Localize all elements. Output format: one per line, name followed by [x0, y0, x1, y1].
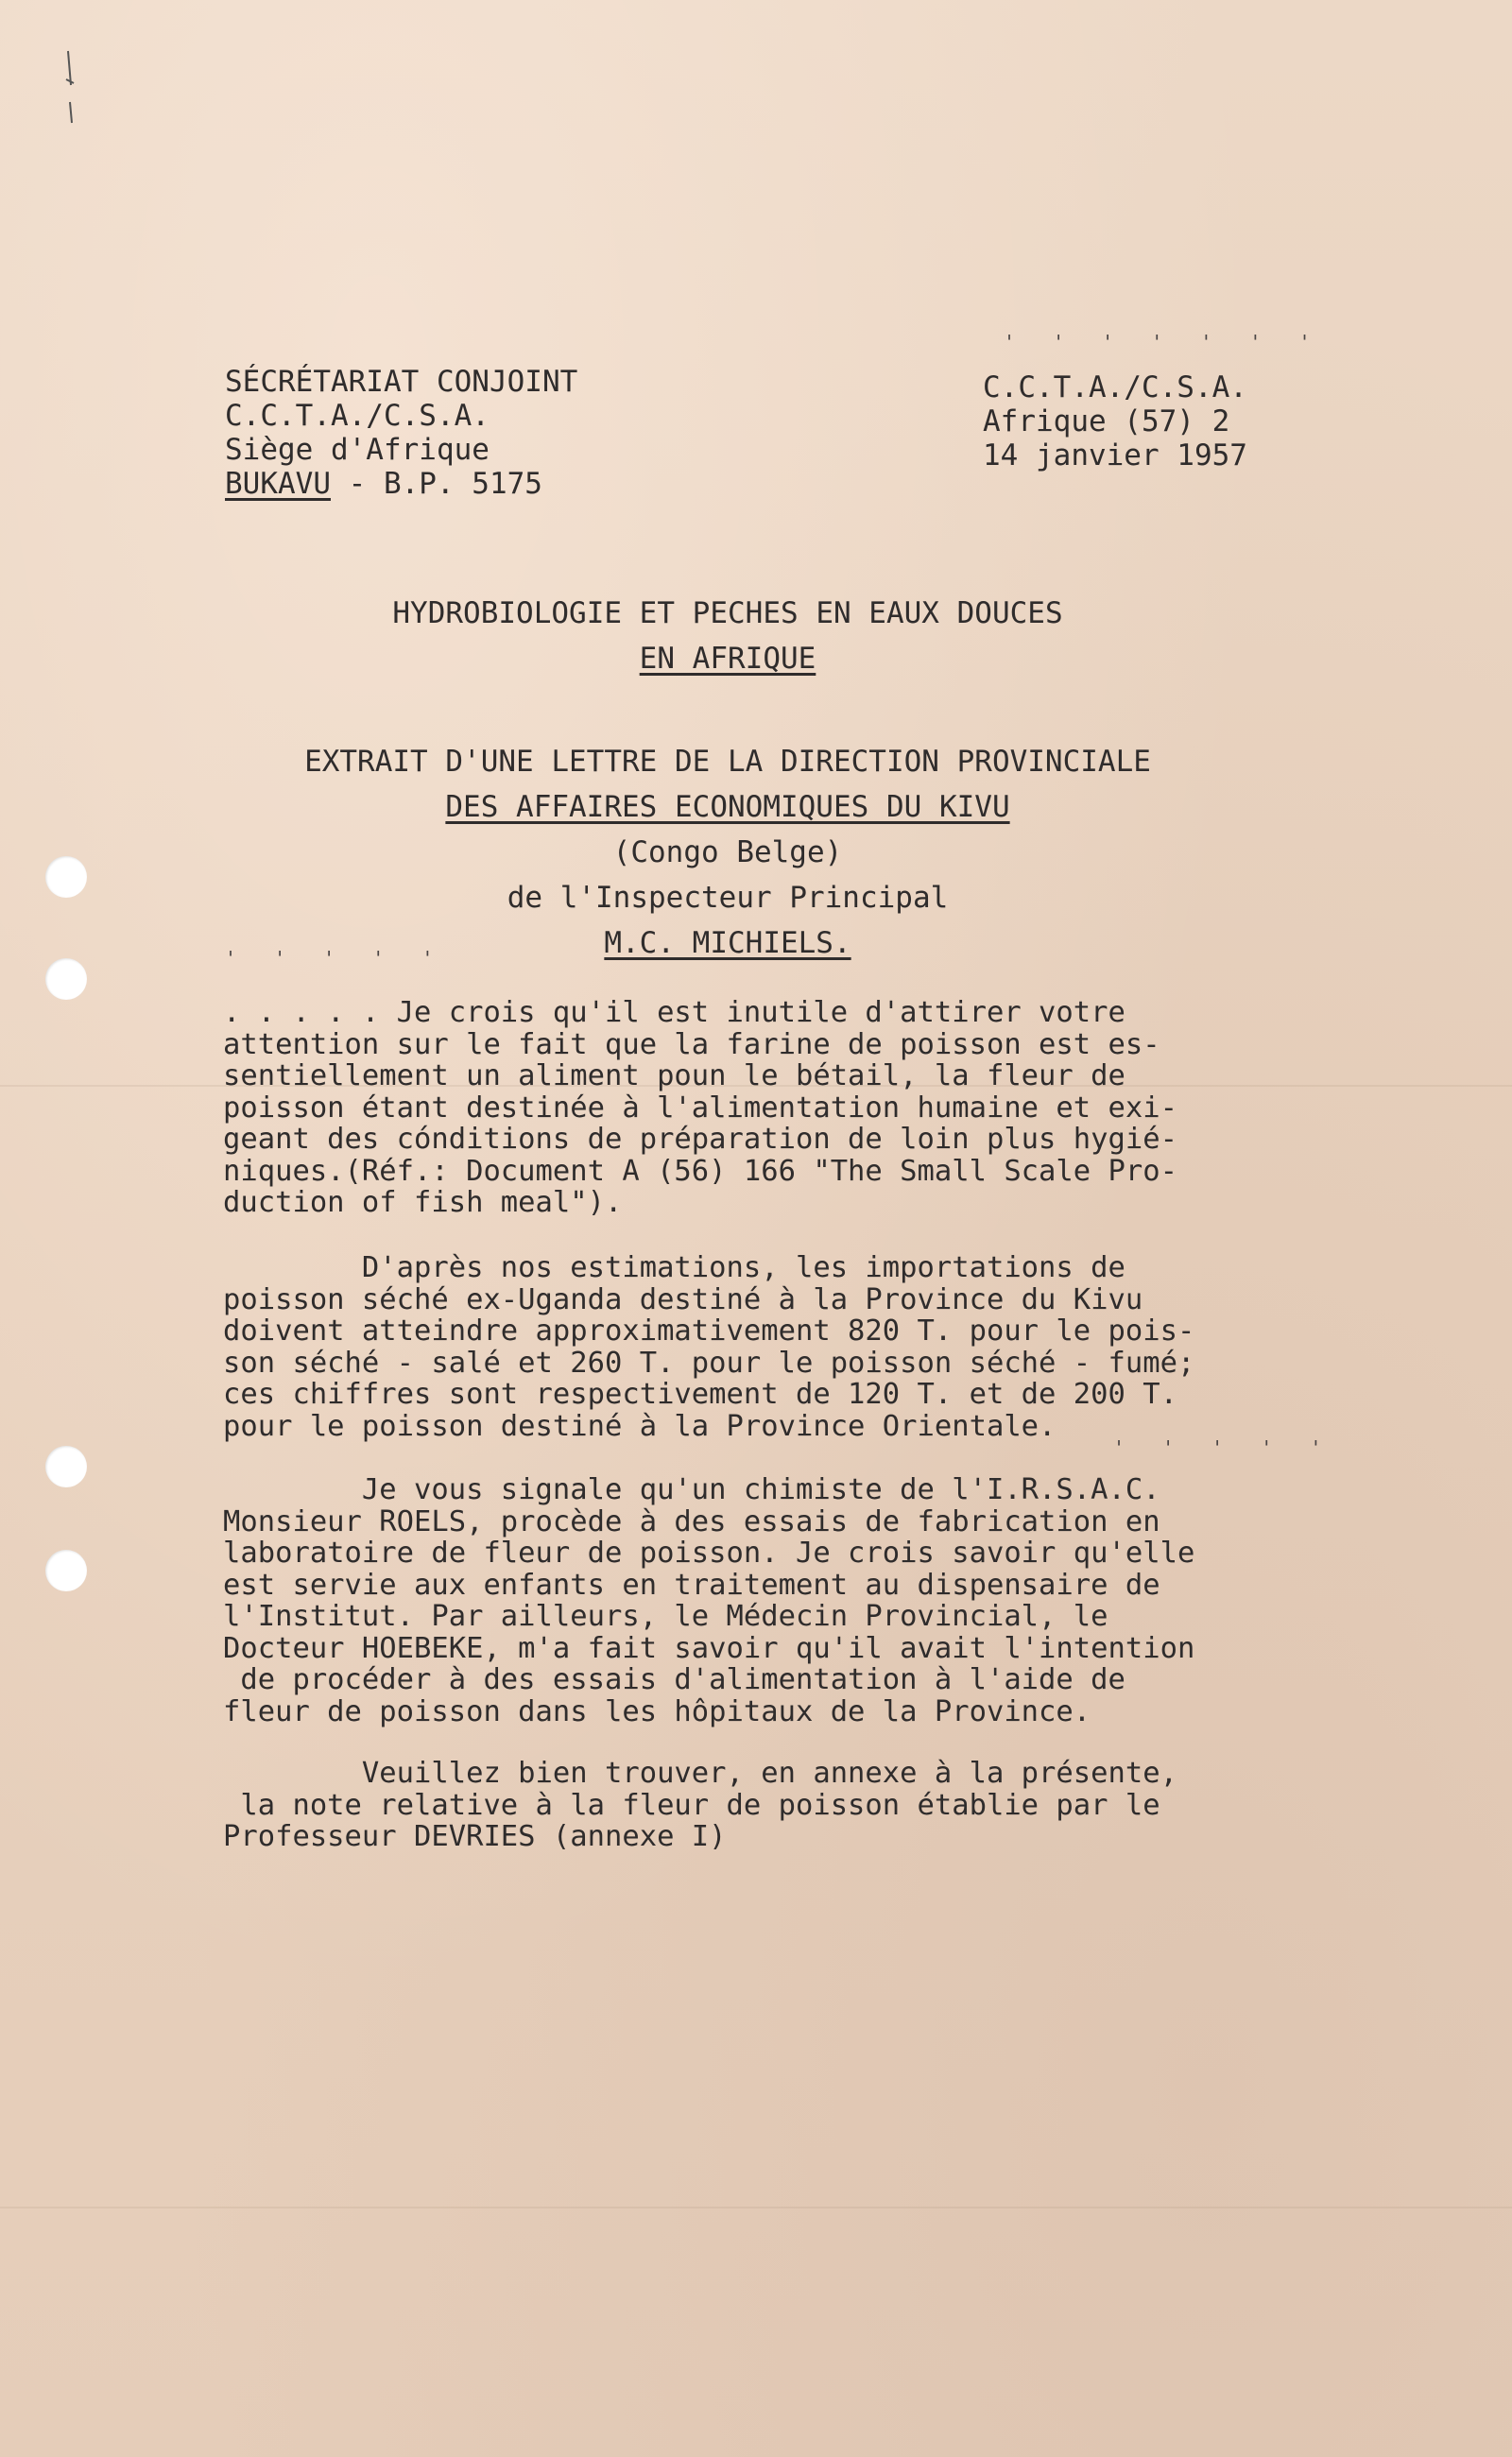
- paragraph-line: Veuillez bien trouver, en annexe à la présente,: [223, 1757, 1177, 1790]
- paragraph-line: pour le poisson destiné à la Province Orientale.: [223, 1409, 1057, 1443]
- sender-line: SÉCRÉTARIAT CONJOINT: [225, 365, 578, 399]
- paragraph-line: Professeur DEVRIES (annexe I): [223, 1820, 727, 1853]
- paragraph-line: fleur de poisson dans les hôpitaux de la Province.: [223, 1694, 1091, 1728]
- typewriter-marks: ' ' ' ' ' ' ': [1004, 331, 1324, 353]
- document-title: [0, 591, 1455, 681]
- document-subtitle: [0, 739, 1455, 966]
- pencil-mark-icon: [62, 47, 76, 132]
- paragraph-line: de procéder à des essais d'alimentation à l'aide de: [223, 1663, 1125, 1696]
- title-line: EN AFRIQUE: [639, 642, 816, 676]
- sender-block: [225, 365, 577, 501]
- paragraph: [223, 1474, 1194, 1727]
- sender-city: BUKAVU: [225, 467, 331, 501]
- typewriter-marks: ' ' ' ' ': [1113, 1436, 1335, 1459]
- paragraph-line: niques.(Réf.: Document A (56) 166 "The Small Scale Pro-: [223, 1154, 1177, 1188]
- paragraph-line: ces chiffres sont respectivement de 120 T. et de 200 T.: [223, 1378, 1177, 1411]
- paragraph: [223, 1252, 1194, 1442]
- reference-line: Afrique (57) 2: [983, 404, 1230, 438]
- sender-line: C.C.T.A./C.S.A.: [225, 399, 490, 433]
- title-line: HYDROBIOLOGIE ET PECHES EN EAUX DOUCES: [392, 596, 1063, 630]
- paragraph-line: attention sur le fait que la farine de poisson est es-: [223, 1027, 1160, 1061]
- reference-line: 14 janvier 1957: [983, 438, 1247, 472]
- paragraph-line: poisson étant destinée à l'alimentation humaine et exi-: [223, 1091, 1177, 1125]
- paragraph-line: Docteur HOEBEKE, m'a fait savoir qu'il avait l'intention: [223, 1631, 1195, 1665]
- paragraph-line: D'après nos estimations, les importations de: [223, 1251, 1125, 1284]
- paragraph-line: Monsieur ROELS, procède à des essais de fabrication en: [223, 1504, 1160, 1538]
- paragraph-line: son séché - salé et 260 T. pour le poisson séché - fumé;: [223, 1346, 1195, 1380]
- subtitle-line: de l'Inspecteur Principal: [507, 881, 949, 915]
- subtitle-line: (Congo Belge): [612, 835, 843, 869]
- paper-fold: [0, 2207, 1512, 2208]
- paragraph-line: Je vous signale qu'un chimiste de l'I.R.S.A.C.: [223, 1473, 1160, 1506]
- reference-line: C.C.T.A./C.S.A.: [983, 370, 1247, 404]
- signatory-name: M.C. MICHIELS.: [604, 926, 851, 960]
- paragraph-line: est servie aux enfants en traitement au dispensaire de: [223, 1568, 1160, 1602]
- typewriter-marks: ' ' ' ' ': [225, 947, 447, 970]
- paragraph-line: l'Institut. Par ailleurs, le Médecin Provincial, le: [223, 1600, 1108, 1633]
- paragraph-line: doivent atteindre approximativement 820 T. pour le pois-: [223, 1314, 1195, 1348]
- punch-hole: [45, 1550, 87, 1591]
- subtitle-line: DES AFFAIRES ECONOMIQUES DU KIVU: [445, 790, 1010, 824]
- paragraph-line: duction of fish meal").: [223, 1186, 623, 1219]
- paragraph-line: geant des cónditions de préparation de loin plus hygié-: [223, 1123, 1177, 1156]
- paragraph-line: sentiellement un aliment poun le bétail, la fleur de: [223, 1059, 1125, 1092]
- sender-line: Siège d'Afrique: [225, 433, 490, 467]
- paragraph-line: . . . . . Je crois qu'il est inutile d'attirer votre: [223, 996, 1125, 1029]
- paragraph: [223, 1758, 1177, 1853]
- paragraph-line: poisson séché ex-Uganda destiné à la Province du Kivu: [223, 1282, 1143, 1316]
- punch-hole: [45, 1446, 87, 1487]
- paragraph-line: la note relative à la fleur de poisson établie par le: [223, 1788, 1160, 1822]
- reference-block: [983, 370, 1247, 472]
- paragraph: [223, 997, 1177, 1219]
- sender-address: [225, 467, 577, 501]
- sender-postbox: - B.P. 5175: [330, 467, 542, 501]
- subtitle-line: EXTRAIT D'UNE LETTRE DE LA DIRECTION PROVINCIALE: [304, 745, 1151, 779]
- paragraph-line: laboratoire de fleur de poisson. Je crois savoir qu'elle: [223, 1537, 1195, 1570]
